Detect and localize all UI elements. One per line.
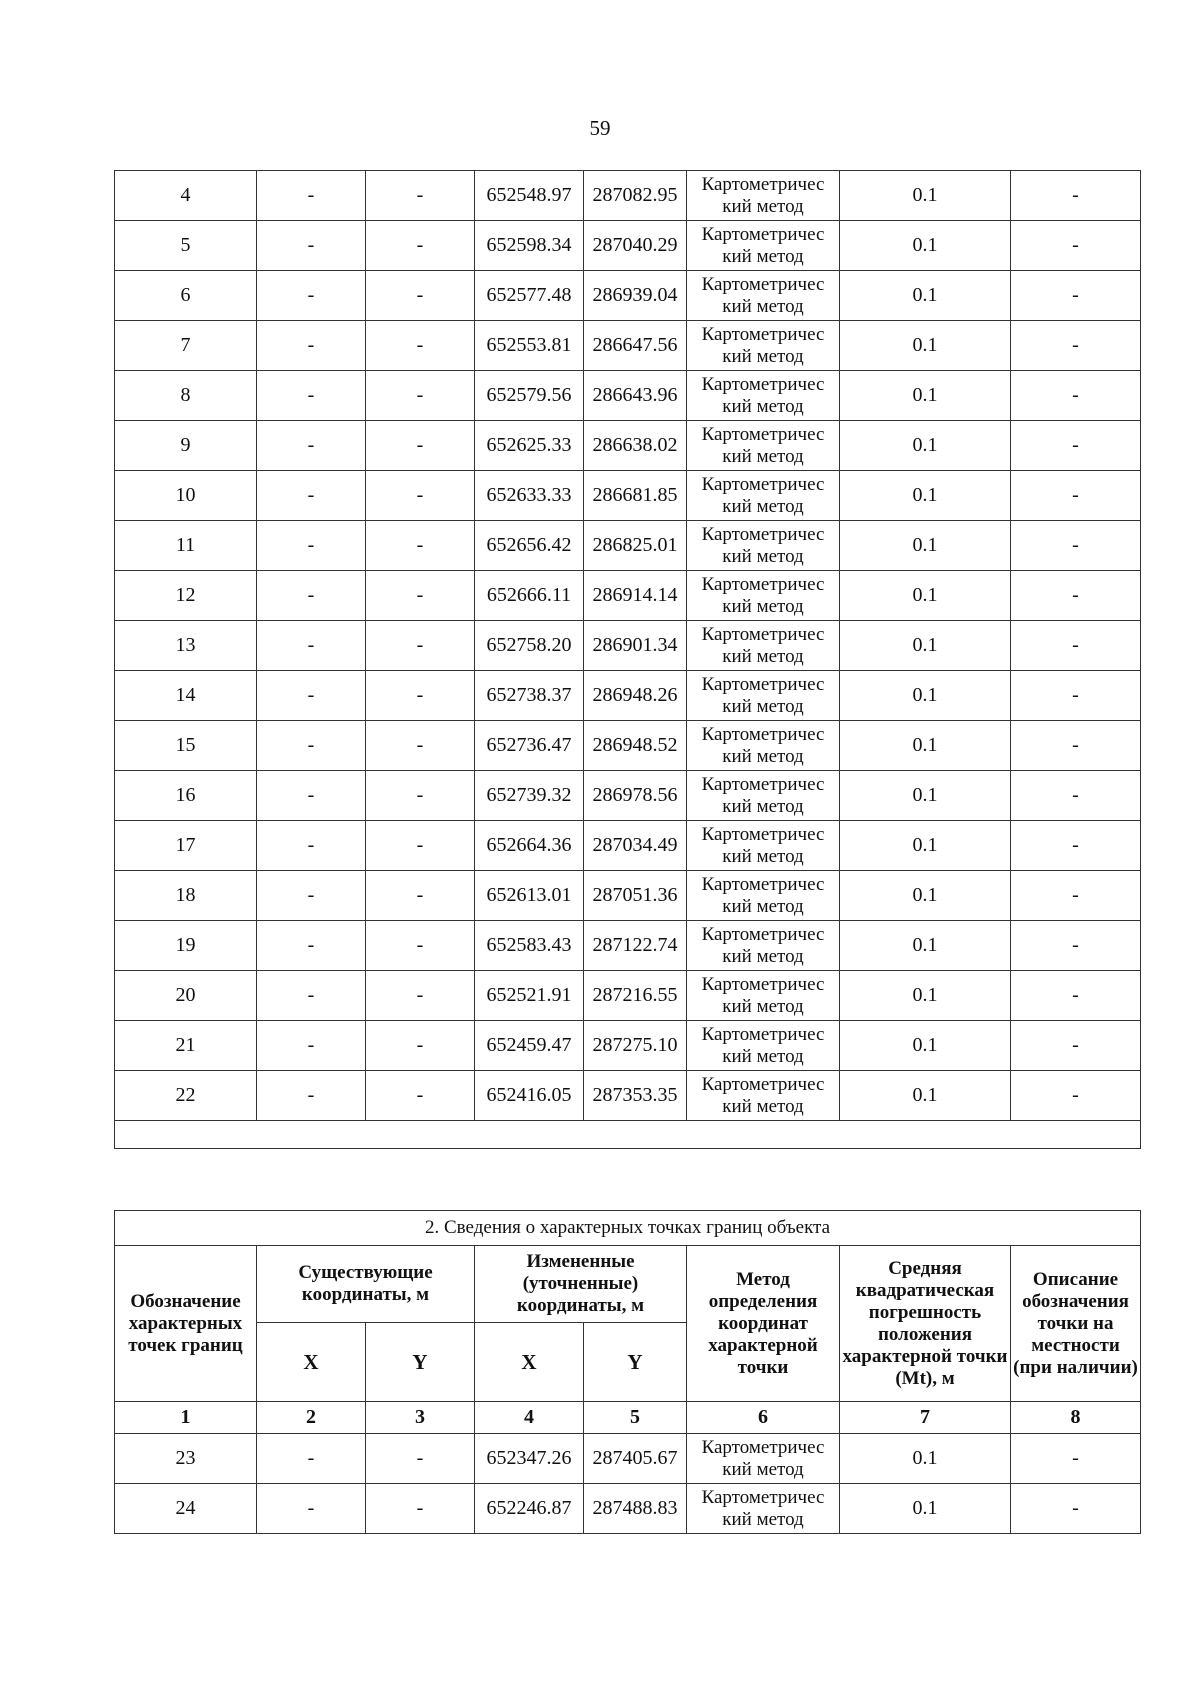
table-row — [115, 671, 1141, 721]
table-empty-row — [115, 1121, 1141, 1149]
method — [687, 471, 840, 521]
method — [687, 1021, 840, 1071]
method — [687, 971, 840, 1021]
existing-x: - — [257, 621, 366, 671]
accuracy-mt: 0.1 — [840, 871, 1011, 921]
existing-x: - — [257, 1021, 366, 1071]
existing-x: - — [257, 921, 366, 971]
table-row — [115, 271, 1141, 321]
existing-y: - — [366, 821, 475, 871]
changed-x: 652579.56 — [475, 371, 584, 421]
changed-x: 652739.32 — [475, 771, 584, 821]
method-line-1: Картометричес — [701, 823, 825, 845]
changed-x: 652553.81 — [475, 321, 584, 371]
table-row — [115, 171, 1141, 221]
method-line-2: кий метод — [722, 845, 804, 867]
point-number: 10 — [115, 471, 257, 521]
point-description: - — [1011, 721, 1141, 771]
existing-y: - — [366, 621, 475, 671]
changed-y: 287040.29 — [584, 221, 687, 271]
method-line-2: кий метод — [722, 245, 804, 267]
header-changed-y: Y — [584, 1323, 687, 1402]
changed-y: 286643.96 — [584, 371, 687, 421]
method-line-1: Картометричес — [701, 573, 825, 595]
method — [687, 1434, 840, 1484]
table-row — [115, 1434, 1141, 1484]
changed-y: 287082.95 — [584, 171, 687, 221]
existing-y: - — [366, 471, 475, 521]
changed-x: 652656.42 — [475, 521, 584, 571]
method — [687, 871, 840, 921]
changed-x: 652416.05 — [475, 1071, 584, 1121]
changed-y: 286978.56 — [584, 771, 687, 821]
method-line-2: кий метод — [722, 1095, 804, 1117]
method-line-1: Картометричес — [701, 873, 825, 895]
method-line-2: кий метод — [722, 945, 804, 967]
changed-y: 286825.01 — [584, 521, 687, 571]
existing-x: - — [257, 571, 366, 621]
accuracy-mt: 0.1 — [840, 621, 1011, 671]
changed-x: 652736.47 — [475, 721, 584, 771]
accuracy-mt: 0.1 — [840, 1071, 1011, 1121]
point-number: 19 — [115, 921, 257, 971]
point-number: 17 — [115, 821, 257, 871]
changed-x: 652633.33 — [475, 471, 584, 521]
point-description: - — [1011, 221, 1141, 271]
point-number: 9 — [115, 421, 257, 471]
changed-x: 652613.01 — [475, 871, 584, 921]
table-row — [115, 421, 1141, 471]
existing-x: - — [257, 1434, 366, 1484]
method — [687, 1071, 840, 1121]
existing-x: - — [257, 471, 366, 521]
boundary-points-table-section-2 — [114, 1210, 1141, 1534]
accuracy-mt: 0.1 — [840, 321, 1011, 371]
changed-x: 652598.34 — [475, 221, 584, 271]
point-description: - — [1011, 371, 1141, 421]
changed-x: 652583.43 — [475, 921, 584, 971]
point-number: 16 — [115, 771, 257, 821]
point-description: - — [1011, 671, 1141, 721]
existing-x: - — [257, 721, 366, 771]
column-number: 1 — [115, 1402, 257, 1434]
changed-y: 287275.10 — [584, 1021, 687, 1071]
point-number: 11 — [115, 521, 257, 571]
accuracy-mt: 0.1 — [840, 471, 1011, 521]
changed-y: 286901.34 — [584, 621, 687, 671]
changed-x: 652246.87 — [475, 1484, 584, 1534]
existing-y: - — [366, 971, 475, 1021]
changed-x: 652738.37 — [475, 671, 584, 721]
header-changed-x: X — [475, 1323, 584, 1402]
point-number: 5 — [115, 221, 257, 271]
accuracy-mt: 0.1 — [840, 1021, 1011, 1071]
boundary-points-table-continued — [114, 170, 1141, 1149]
point-description: - — [1011, 921, 1141, 971]
changed-y: 286914.14 — [584, 571, 687, 621]
method — [687, 921, 840, 971]
changed-x: 652664.36 — [475, 821, 584, 871]
method-line-2: кий метод — [722, 795, 804, 817]
existing-x: - — [257, 321, 366, 371]
method-line-1: Картометричес — [701, 1073, 825, 1095]
point-description: - — [1011, 1071, 1141, 1121]
method-line-1: Картометричес — [701, 1023, 825, 1045]
method-line-1: Картометричес — [701, 773, 825, 795]
method-line-1: Картометричес — [701, 723, 825, 745]
point-description: - — [1011, 771, 1141, 821]
column-number: 2 — [257, 1402, 366, 1434]
existing-y: - — [366, 421, 475, 471]
column-numbers-row — [115, 1402, 1141, 1434]
method-line-1: Картометричес — [701, 223, 825, 245]
method-line-2: кий метод — [722, 1045, 804, 1067]
changed-y: 286647.56 — [584, 321, 687, 371]
method-line-2: кий метод — [722, 995, 804, 1017]
accuracy-mt: 0.1 — [840, 771, 1011, 821]
method-line-2: кий метод — [722, 295, 804, 317]
method — [687, 571, 840, 621]
point-description: - — [1011, 1434, 1141, 1484]
accuracy-mt: 0.1 — [840, 1434, 1011, 1484]
changed-y: 287122.74 — [584, 921, 687, 971]
method — [687, 1484, 840, 1534]
existing-x: - — [257, 371, 366, 421]
method-line-2: кий метод — [722, 495, 804, 517]
method — [687, 821, 840, 871]
accuracy-mt: 0.1 — [840, 1484, 1011, 1534]
table-row — [115, 371, 1141, 421]
point-number: 13 — [115, 621, 257, 671]
point-number: 7 — [115, 321, 257, 371]
empty-cell — [115, 1121, 1141, 1149]
existing-x: - — [257, 521, 366, 571]
point-description: - — [1011, 971, 1141, 1021]
method-line-2: кий метод — [722, 545, 804, 567]
point-description: - — [1011, 421, 1141, 471]
accuracy-mt: 0.1 — [840, 921, 1011, 971]
method — [687, 171, 840, 221]
existing-x: - — [257, 671, 366, 721]
point-description: - — [1011, 321, 1141, 371]
method-line-1: Картометричес — [701, 523, 825, 545]
changed-y: 286939.04 — [584, 271, 687, 321]
accuracy-mt: 0.1 — [840, 971, 1011, 1021]
point-description: - — [1011, 521, 1141, 571]
changed-x: 652625.33 — [475, 421, 584, 471]
table-row — [115, 221, 1141, 271]
changed-y: 286681.85 — [584, 471, 687, 521]
header-existing-x: X — [257, 1323, 366, 1402]
header-changed-coordinates: Измененные (уточненные) координаты, м — [475, 1246, 687, 1323]
method-line-1: Картометричес — [701, 173, 825, 195]
method-line-1: Картометричес — [701, 423, 825, 445]
table-row — [115, 571, 1141, 621]
existing-x: - — [257, 421, 366, 471]
existing-x: - — [257, 171, 366, 221]
table-row — [115, 921, 1141, 971]
existing-y: - — [366, 521, 475, 571]
method-line-1: Картометричес — [701, 923, 825, 945]
point-description: - — [1011, 821, 1141, 871]
method — [687, 421, 840, 471]
point-description: - — [1011, 621, 1141, 671]
point-number: 21 — [115, 1021, 257, 1071]
changed-x: 652548.97 — [475, 171, 584, 221]
method-line-2: кий метод — [722, 895, 804, 917]
point-description: - — [1011, 1484, 1141, 1534]
changed-y: 286948.26 — [584, 671, 687, 721]
accuracy-mt: 0.1 — [840, 421, 1011, 471]
column-number: 3 — [366, 1402, 475, 1434]
point-number: 12 — [115, 571, 257, 621]
accuracy-mt: 0.1 — [840, 571, 1011, 621]
point-number: 6 — [115, 271, 257, 321]
method-line-2: кий метод — [722, 345, 804, 367]
existing-y: - — [366, 171, 475, 221]
existing-x: - — [257, 871, 366, 921]
point-description: - — [1011, 271, 1141, 321]
method-line-2: кий метод — [722, 745, 804, 767]
existing-y: - — [366, 1434, 475, 1484]
section-title: 2. Сведения о характерных точках границ объекта — [115, 1211, 1141, 1246]
existing-x: - — [257, 221, 366, 271]
changed-x: 652577.48 — [475, 271, 584, 321]
existing-y: - — [366, 871, 475, 921]
method-line-1: Картометричес — [701, 273, 825, 295]
method — [687, 771, 840, 821]
accuracy-mt: 0.1 — [840, 671, 1011, 721]
header-existing-y: Y — [366, 1323, 475, 1402]
table-row — [115, 471, 1141, 521]
method-line-2: кий метод — [722, 195, 804, 217]
accuracy-mt: 0.1 — [840, 221, 1011, 271]
point-number: 15 — [115, 721, 257, 771]
changed-y: 287034.49 — [584, 821, 687, 871]
changed-y: 286638.02 — [584, 421, 687, 471]
method — [687, 371, 840, 421]
existing-x: - — [257, 271, 366, 321]
accuracy-mt: 0.1 — [840, 821, 1011, 871]
method-line-2: кий метод — [722, 1458, 804, 1480]
method — [687, 321, 840, 371]
accuracy-mt: 0.1 — [840, 721, 1011, 771]
existing-x: - — [257, 771, 366, 821]
table-row — [115, 321, 1141, 371]
header-existing-coordinates: Существующие координаты, м — [257, 1246, 475, 1323]
method — [687, 621, 840, 671]
table-row — [115, 871, 1141, 921]
existing-y: - — [366, 1484, 475, 1534]
table-row — [115, 971, 1141, 1021]
column-number: 5 — [584, 1402, 687, 1434]
table-row — [115, 621, 1141, 671]
existing-y: - — [366, 1021, 475, 1071]
column-number: 7 — [840, 1402, 1011, 1434]
existing-x: - — [257, 971, 366, 1021]
header-description: Описание обозначения точки на местности (при наличии) — [1011, 1246, 1141, 1402]
method-line-2: кий метод — [722, 645, 804, 667]
existing-y: - — [366, 271, 475, 321]
existing-y: - — [366, 671, 475, 721]
existing-x: - — [257, 1484, 366, 1534]
method-line-2: кий метод — [722, 595, 804, 617]
table-row — [115, 1071, 1141, 1121]
method-line-1: Картометричес — [701, 673, 825, 695]
point-number: 8 — [115, 371, 257, 421]
existing-x: - — [257, 1071, 366, 1121]
changed-x: 652347.26 — [475, 1434, 584, 1484]
table-row — [115, 1484, 1141, 1534]
method — [687, 521, 840, 571]
table-row — [115, 771, 1141, 821]
accuracy-mt: 0.1 — [840, 271, 1011, 321]
method-line-2: кий метод — [722, 695, 804, 717]
point-number: 24 — [115, 1484, 257, 1534]
point-description: - — [1011, 471, 1141, 521]
header-designation: Обозначение характерных точек границ — [115, 1246, 257, 1402]
existing-y: - — [366, 921, 475, 971]
method-line-2: кий метод — [722, 395, 804, 417]
existing-y: - — [366, 221, 475, 271]
point-number: 4 — [115, 171, 257, 221]
changed-y: 287405.67 — [584, 1434, 687, 1484]
changed-x: 652666.11 — [475, 571, 584, 621]
column-number: 8 — [1011, 1402, 1141, 1434]
method-line-1: Картометричес — [701, 623, 825, 645]
table-row — [115, 821, 1141, 871]
existing-x: - — [257, 821, 366, 871]
changed-y: 286948.52 — [584, 721, 687, 771]
point-number: 14 — [115, 671, 257, 721]
existing-y: - — [366, 371, 475, 421]
changed-x: 652459.47 — [475, 1021, 584, 1071]
point-number: 23 — [115, 1434, 257, 1484]
existing-y: - — [366, 571, 475, 621]
point-description: - — [1011, 871, 1141, 921]
changed-y: 287216.55 — [584, 971, 687, 1021]
table-row — [115, 1021, 1141, 1071]
point-description: - — [1011, 1021, 1141, 1071]
method-line-1: Картометричес — [701, 1436, 825, 1458]
method-line-1: Картометричес — [701, 323, 825, 345]
page-number: 59 — [589, 116, 611, 140]
changed-y: 287051.36 — [584, 871, 687, 921]
point-number: 20 — [115, 971, 257, 1021]
method-line-1: Картометричес — [701, 973, 825, 995]
point-number: 18 — [115, 871, 257, 921]
changed-y: 287488.83 — [584, 1484, 687, 1534]
accuracy-mt: 0.1 — [840, 371, 1011, 421]
method — [687, 221, 840, 271]
existing-y: - — [366, 771, 475, 821]
changed-x: 652521.91 — [475, 971, 584, 1021]
method-line-1: Картометричес — [701, 473, 825, 495]
method-line-1: Картометричес — [701, 1486, 825, 1508]
method-line-2: кий метод — [722, 445, 804, 467]
column-number: 6 — [687, 1402, 840, 1434]
header-method: Метод определения координат характерной точки — [687, 1246, 840, 1402]
changed-y: 287353.35 — [584, 1071, 687, 1121]
method — [687, 271, 840, 321]
table-row — [115, 721, 1141, 771]
column-number: 4 — [475, 1402, 584, 1434]
changed-x: 652758.20 — [475, 621, 584, 671]
accuracy-mt: 0.1 — [840, 521, 1011, 571]
existing-y: - — [366, 321, 475, 371]
method-line-2: кий метод — [722, 1508, 804, 1530]
table-row — [115, 521, 1141, 571]
header-accuracy: Средняя квадратическая погрешность положения характерной точки (Mt), м — [840, 1246, 1011, 1402]
method — [687, 671, 840, 721]
point-description: - — [1011, 171, 1141, 221]
existing-y: - — [366, 1071, 475, 1121]
accuracy-mt: 0.1 — [840, 171, 1011, 221]
point-description: - — [1011, 571, 1141, 621]
point-number: 22 — [115, 1071, 257, 1121]
method-line-1: Картометричес — [701, 373, 825, 395]
method — [687, 721, 840, 771]
existing-y: - — [366, 721, 475, 771]
